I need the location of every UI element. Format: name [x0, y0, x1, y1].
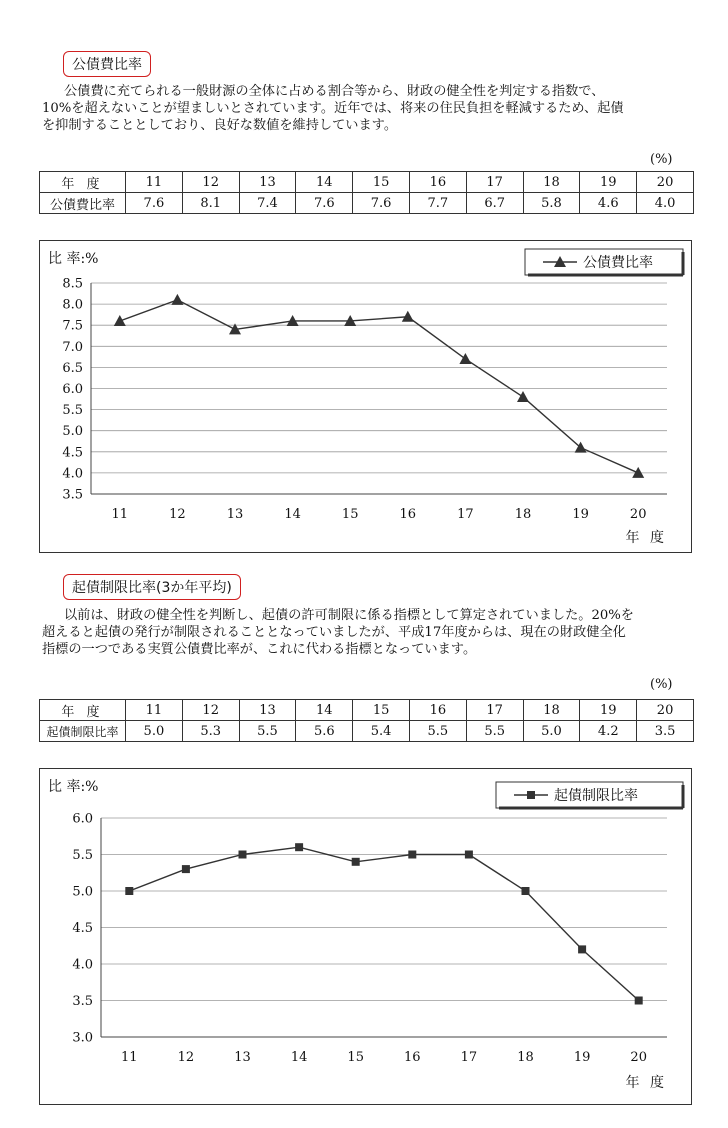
table2-year-row	[40, 700, 694, 721]
table2	[39, 699, 694, 742]
x-tick-label: 11	[121, 1050, 138, 1065]
x-tick-label: 13	[226, 507, 244, 522]
x-tick-label: 20	[629, 507, 647, 522]
table2-value-row	[40, 721, 694, 742]
table-cell: 5.8	[523, 193, 580, 214]
table-cell: 20	[637, 700, 694, 721]
table-cell: 7.7	[409, 193, 466, 214]
legend-label: 起債制限比率	[554, 788, 638, 804]
table1-value-row	[40, 193, 694, 214]
section2-paragraph	[42, 607, 634, 658]
data-point	[517, 391, 529, 402]
paragraph-line: 以前は、財政の健全性を判断し、起債の許可制限に係る指標として算定されていました。20%を	[64, 608, 634, 623]
table-cell: 20	[637, 172, 694, 193]
y-tick-label: 6.0	[72, 811, 93, 827]
legend-label: 公債費比率	[583, 255, 653, 271]
x-tick-label: 19	[572, 507, 589, 522]
table1	[39, 171, 694, 214]
x-tick-label: 18	[517, 1050, 534, 1065]
table1-value-label: 公債費比率	[40, 193, 126, 214]
x-tick-label: 19	[573, 1050, 591, 1065]
table-cell: 3.5	[637, 721, 694, 742]
x-tick-label: 17	[460, 1050, 478, 1065]
series-line	[129, 847, 638, 1000]
table-cell: 19	[580, 172, 637, 193]
chart1-frame	[39, 240, 692, 553]
x-tick-label: 16	[399, 507, 417, 522]
data-point	[578, 945, 586, 953]
y-tick-label: 3.0	[72, 1030, 93, 1046]
table-cell: 5.5	[239, 721, 296, 742]
data-point	[465, 851, 473, 859]
data-point	[295, 843, 303, 851]
x-tick-label: 11	[111, 507, 129, 522]
table-cell: 17	[466, 172, 523, 193]
table-cell: 18	[523, 700, 580, 721]
table-cell: 16	[409, 700, 466, 721]
table-cell: 5.6	[296, 721, 353, 742]
y-tick-label: 5.5	[62, 403, 83, 419]
x-tick-label: 18	[514, 507, 532, 522]
table2-value-label: 起債制限比率	[40, 721, 126, 742]
table-cell: 12	[182, 172, 239, 193]
table-cell: 4.6	[580, 193, 637, 214]
y-tick-label: 4.5	[62, 445, 83, 461]
table1-year-row	[40, 172, 694, 193]
table-cell: 7.6	[353, 193, 410, 214]
data-point	[182, 865, 190, 873]
table-cell: 8.1	[182, 193, 239, 214]
x-tick-label: 14	[290, 1050, 308, 1065]
paragraph-line: 10%を超えないことが望ましいとされています。近年では、将来の住民負担を軽減するため、起債	[42, 101, 624, 116]
chart2-frame	[39, 768, 692, 1105]
table-cell: 7.4	[239, 193, 296, 214]
data-point	[114, 315, 126, 326]
x-axis-label: 年 度	[625, 530, 667, 546]
data-point	[522, 887, 530, 895]
table-cell: 13	[239, 172, 296, 193]
x-tick-label: 20	[630, 1050, 647, 1065]
table-cell: 5.5	[466, 721, 523, 742]
x-tick-label: 15	[341, 507, 359, 522]
table-cell: 11	[126, 700, 183, 721]
table-cell: 4.0	[637, 193, 694, 214]
chart2	[40, 769, 691, 1104]
x-tick-label: 12	[177, 1050, 195, 1065]
y-tick-label: 8.5	[62, 276, 83, 292]
table-cell: 18	[523, 172, 580, 193]
paragraph-line: を抑制することとしており、良好な数値を維持しています。	[42, 118, 398, 133]
y-tick-label: 7.0	[62, 339, 83, 355]
table-cell: 13	[239, 700, 296, 721]
x-tick-label: 13	[234, 1050, 251, 1065]
chart1	[40, 241, 691, 552]
x-tick-label: 14	[284, 507, 301, 522]
y-axis-label: 比 率:%	[48, 779, 99, 795]
y-tick-label: 3.5	[62, 487, 83, 503]
legend	[525, 249, 683, 275]
x-tick-label: 15	[347, 1050, 364, 1065]
section2-heading: 起債制限比率(3か年平均)	[63, 574, 241, 600]
table-cell: 7.6	[126, 193, 183, 214]
data-point	[125, 887, 133, 895]
x-tick-label: 17	[457, 507, 474, 522]
y-tick-label: 5.0	[72, 884, 93, 900]
table-cell: 5.0	[126, 721, 183, 742]
section1-paragraph	[42, 83, 624, 134]
y-tick-label: 5.0	[62, 424, 83, 440]
x-axis-label: 年 度	[625, 1075, 667, 1091]
legend	[496, 782, 683, 808]
paragraph-line: 超えると起債の発行が制限されることとなっていましたが、平成17年度からは、現在の財政健全化	[42, 625, 626, 640]
x-tick-label: 16	[404, 1050, 421, 1065]
y-tick-label: 6.0	[62, 382, 83, 397]
series-line	[120, 300, 638, 473]
data-point	[459, 353, 471, 364]
paragraph-line: 公債費に充てられる一般財源の全体に占める割合等から、財政の健全性を判定する指数で、	[64, 84, 605, 99]
table-cell: 19	[580, 700, 637, 721]
table-cell: 5.0	[523, 721, 580, 742]
data-point	[171, 294, 183, 305]
y-tick-label: 4.0	[62, 466, 83, 482]
y-axis-label: 比 率:%	[48, 251, 99, 267]
table-cell: 6.7	[466, 193, 523, 214]
legend-marker	[527, 791, 535, 799]
y-tick-label: 7.5	[62, 318, 83, 334]
table-cell: 5.4	[353, 721, 410, 742]
y-tick-label: 5.5	[72, 848, 93, 863]
table-cell: 11	[126, 172, 183, 193]
y-tick-label: 6.5	[62, 360, 83, 376]
x-tick-label: 12	[169, 507, 186, 522]
table-cell: 5.5	[409, 721, 466, 742]
table-cell: 12	[182, 700, 239, 721]
table-cell: 17	[466, 700, 523, 721]
y-tick-label: 3.5	[72, 994, 93, 1009]
table-cell: 15	[353, 700, 410, 721]
table-cell: 15	[353, 172, 410, 193]
y-tick-label: 8.0	[62, 297, 83, 313]
paragraph-line: 指標の一つである実質公債費比率が、これに代わる指標となっています。	[42, 642, 477, 657]
data-point	[402, 311, 414, 322]
y-tick-label: 4.5	[72, 921, 93, 936]
table-cell: 14	[296, 172, 353, 193]
table-cell: 16	[409, 172, 466, 193]
table2-year-label: 年 度	[40, 700, 126, 721]
table-cell: 7.6	[296, 193, 353, 214]
table1-year-label: 年 度	[40, 172, 126, 193]
data-point	[635, 997, 643, 1005]
table-cell: 5.3	[182, 721, 239, 742]
data-point	[632, 467, 644, 478]
table1-unit: (%)	[650, 152, 673, 167]
data-point	[408, 851, 416, 859]
data-point	[352, 858, 360, 866]
table-cell: 4.2	[580, 721, 637, 742]
table2-unit: (%)	[650, 677, 673, 692]
table-cell: 14	[296, 700, 353, 721]
section1-heading: 公債費比率	[63, 51, 151, 77]
y-tick-label: 4.0	[72, 957, 93, 973]
data-point	[239, 851, 247, 859]
